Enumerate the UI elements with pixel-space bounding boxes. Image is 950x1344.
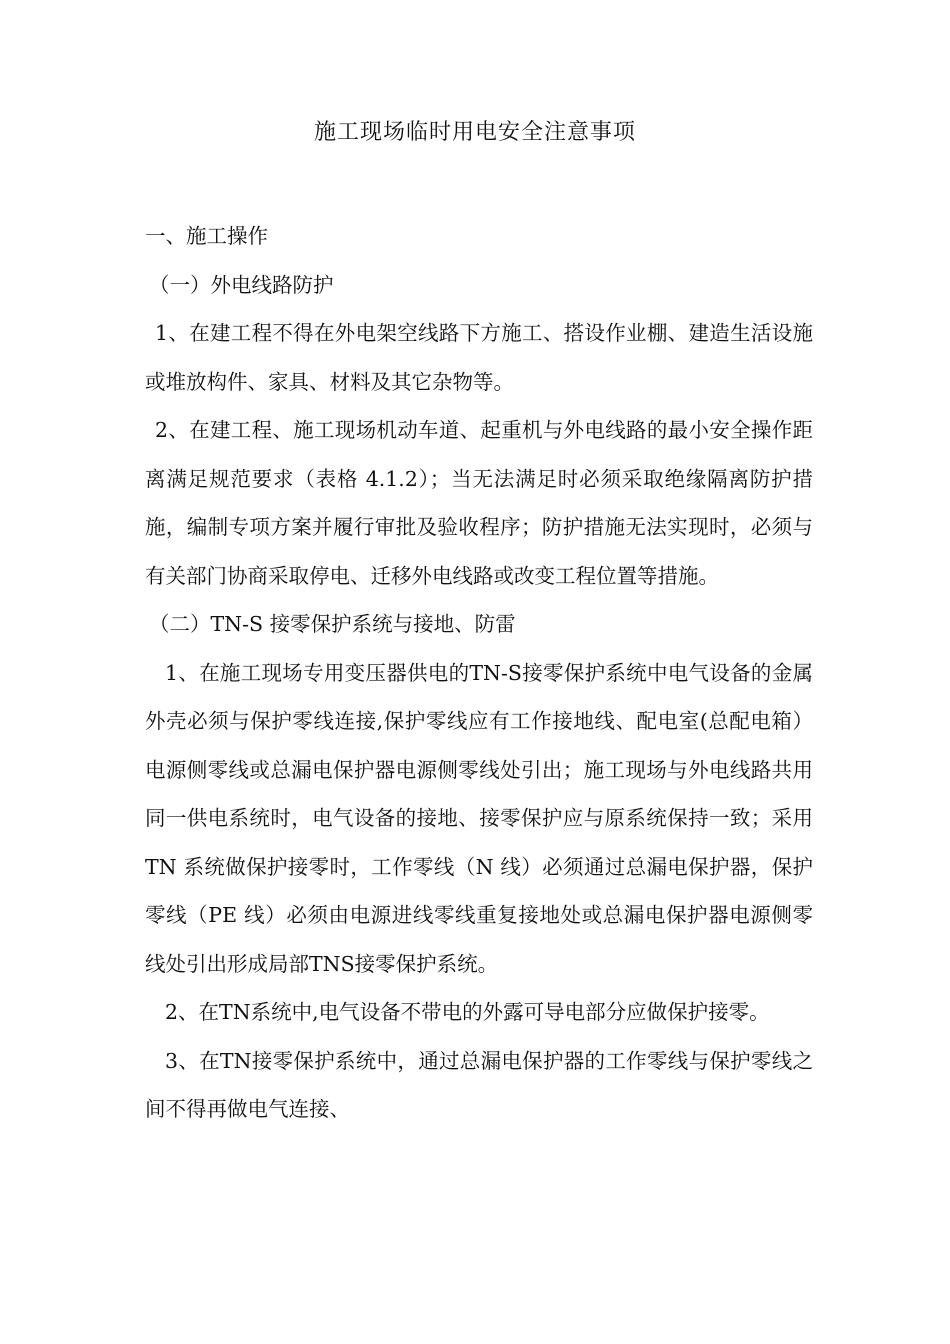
paragraph: 2、在TN系统中,电气设备不带电的外露可导电部分应做保护接零。 [165,1000,770,1024]
subsection-heading: （一）外电线路防护 [149,272,334,297]
paragraph: 1、在施工现场专用变压器供电的TN-S接零保护系统中电气设备的金属外壳必须与保护零线连接,保护零线应有工作接地线、配电室(总配电箱）电源侧零线或总漏电保护器电源侧零线处引出；施工现场与外电线路共用同一供电系统时，电气设备的接地、接零保护应与原系统保持一致；采用 TN 系统做保护接零时，工作零线（N 线）必须通过总漏电保护器，保护零线（PE 线）必须由电源进线零线重复接地处或总漏电保护器电源侧零线处引出形成局部TNS接零保护系统。 [145,660,813,976]
paragraph: 1、在建工程不得在外电架空线路下方施工、搭设作业棚、建造生活设施或堆放构件、家具、材料及其它杂物等。 [145,321,813,394]
paragraph: 2、在建工程、施工现场机动车道、起重机与外电线路的最小安全操作距离满足规范要求（表格 4.1.2）；当无法满足时必须采取绝缘隔离防护措施，编制专项方案并履行审批及验收程序；防护措施无法实现时，必须与有关部门协商采取停电、迁移外电线路或改变工程位置等措施。 [145,418,813,588]
document-body [145,212,813,1134]
document-title: 施工现场临时用电安全注意事项 [313,120,636,145]
subsection-heading: （二）TN-S 接零保护系统与接地、防雷 [149,612,516,636]
paragraph: 3、在TN接零保护系统中，通过总漏电保护器的工作零线与保护零线之间不得再做电气连接、 [145,1048,813,1121]
section-heading: 一、施工操作 [145,224,268,248]
